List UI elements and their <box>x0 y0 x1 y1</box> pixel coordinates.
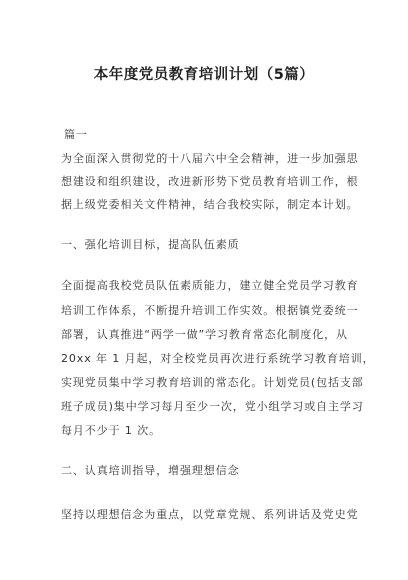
intro-line-3: 据上级党委相关文件精神，结合我校实际，制定本计划。 <box>61 198 359 211</box>
para1-line-7: 每月不少于 1 次。 <box>61 424 161 437</box>
intro-line-2: 想建设和组织建设，改进新形势下党员教育培训工作，根 <box>61 175 359 188</box>
document-title: 本年度党员教育培训计划（5篇） <box>93 67 315 83</box>
para1-line-3: 部署，认真推进“两学一做”学习教育常态化制度化，从 <box>61 328 348 341</box>
section-label: 篇一 <box>64 128 88 141</box>
para1-line-5: 实现党员集中学习教育培训的常态化。计划党员(包括支部 <box>61 376 364 389</box>
intro-line-1: 为全面深入贯彻党的十八届六中全会精神，进一步加强思 <box>61 152 359 165</box>
para1-line-6: 班子成员)集中学习每月至少一次，党小组学习或自主学习 <box>61 400 364 413</box>
para2-line-1: 坚持以理想信念为重点，以党章党规、系列讲话及党史党 <box>61 508 359 521</box>
para1-line-4: 20xx 年 1 月起，对全校党员再次进行系统学习教育培训， <box>61 352 375 365</box>
heading-two: 二、认真培训指导，增强理想信念 <box>61 464 240 477</box>
para1-line-1: 全面提高我校党员队伍素质能力，建立健全党员学习教育 <box>61 279 359 292</box>
heading-one: 一、强化培训目标，提高队伍素质 <box>61 238 240 251</box>
para1-line-2: 培训工作体系，不断提升培训工作实效。根据镇党委统一 <box>61 304 359 317</box>
